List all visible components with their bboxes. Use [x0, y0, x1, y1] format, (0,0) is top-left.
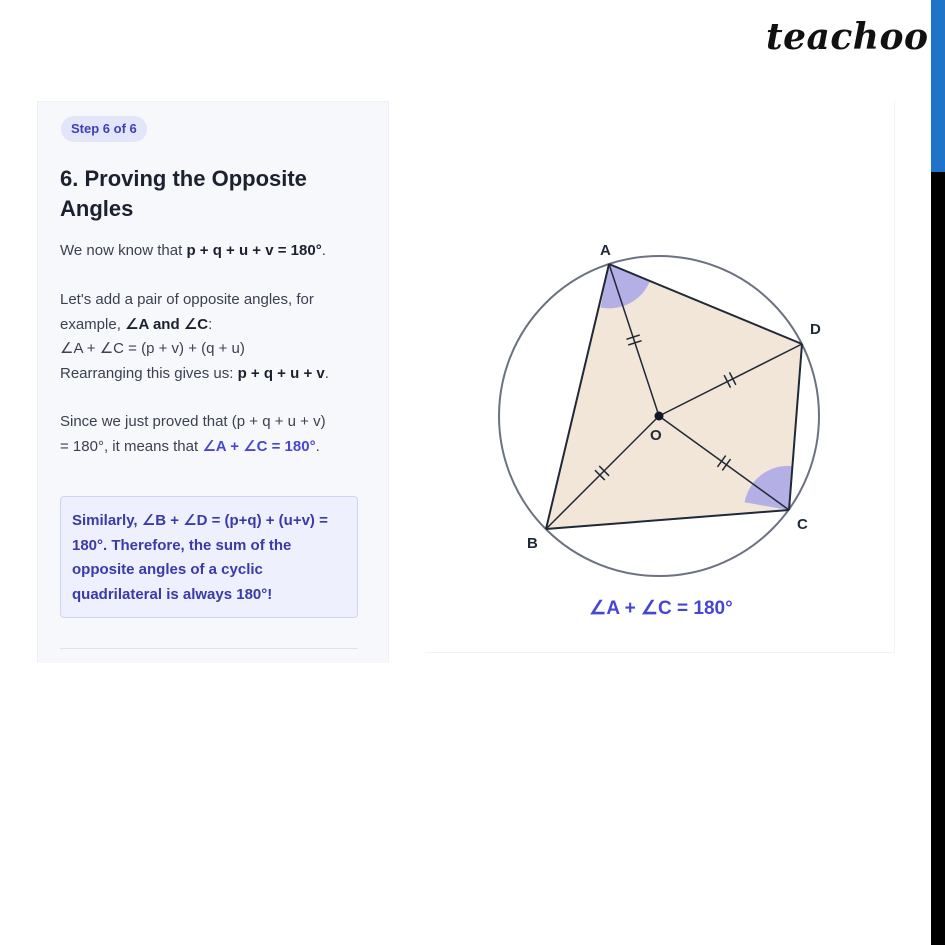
vertex-label-b: B — [527, 535, 538, 552]
vertex-label-c: C — [797, 516, 808, 533]
center-point — [655, 412, 664, 421]
text-span: Rearranging this gives us: — [60, 364, 238, 382]
bold-text: p + q + u + v — [237, 364, 325, 382]
highlight-text: ∠A + ∠C = 180° — [202, 437, 316, 455]
summary-callout: Similarly, ∠B + ∠D = (p+q) + (u+v) = 180°. Therefore, the sum of the opposite angles of a cyclic quadrilateral is always 180°! — [60, 496, 358, 618]
teachoo-logo: teachoo — [766, 16, 929, 58]
text-span: : — [208, 315, 213, 333]
text-line: Let's add a pair of opposite angles, for — [60, 291, 314, 308]
step-title: 6. Proving the Opposite Angles — [60, 166, 307, 221]
center-label-o: O — [650, 427, 662, 444]
text-span: We now know that — [60, 242, 187, 259]
text-line: Since we just proved that (p + q + u + v) — [60, 413, 326, 430]
bold-text: ∠A and ∠C — [125, 315, 209, 333]
text-span: . — [321, 242, 326, 259]
vertex-label-a: A — [600, 242, 611, 259]
bold-text: p + q + u + v = 180° — [186, 242, 322, 259]
diagram-caption: ∠A + ∠C = 180° — [589, 598, 733, 619]
text-span: = 180°, it means that — [60, 437, 203, 455]
text-span: . — [324, 364, 329, 382]
text-span: . — [315, 437, 320, 455]
equation-line: ∠A + ∠C = (p + v) + (q + u) — [60, 340, 245, 357]
text-span: example, — [60, 315, 126, 333]
step-badge: Step 6 of 6 — [61, 116, 147, 142]
vertex-label-d: D — [810, 321, 821, 338]
